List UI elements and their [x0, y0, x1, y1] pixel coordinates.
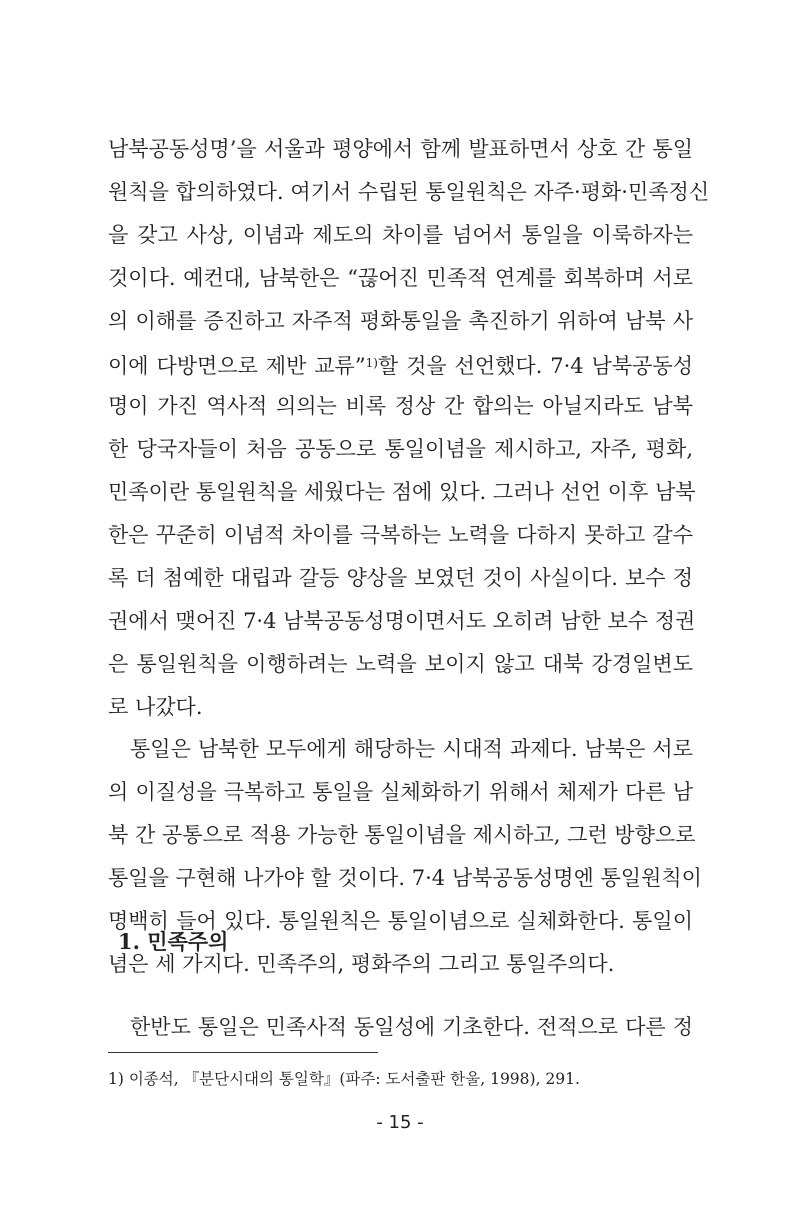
- text-line: 명백히 들어 있다. 통일원칙은 통일이념으로 실체화한다. 통일이: [108, 909, 693, 934]
- footnote-divider: [108, 1052, 378, 1053]
- text-line: 록 더 첨예한 대립과 갈등 양상을 보였던 것이 사실이다. 보수 정: [108, 565, 693, 590]
- text-line: 의 이해를 증진하고 자주적 평화통일을 촉진하기 위하여 남북 사: [108, 308, 693, 333]
- text-line: 념은 세 가지다. 민족주의, 평화주의 그리고 통일주의다.: [108, 951, 615, 976]
- text-line: 명이 가진 역사적 의의는 비록 정상 간 합의는 아닐지라도 남북: [108, 394, 693, 419]
- text-line: 민족이란 통일원칙을 세웠다는 점에 있다. 그러나 선언 이후 남북: [108, 480, 696, 505]
- text-line: 로 나갔다.: [108, 694, 203, 719]
- text-line: 은 통일원칙을 이행하려는 노력을 보이지 않고 대북 강경일변도: [108, 651, 693, 676]
- text-line: 북 간 공통으로 적용 가능한 통일이념을 제시하고, 그런 방향으로: [108, 823, 696, 848]
- text-segment: 할 것을 선언했다. 7·4 남북공동성: [377, 354, 693, 379]
- text-segment: 이에 다방면으로 제반 교류”: [108, 354, 366, 379]
- text-line: 통일을 구현해 나가야 할 것이다. 7·4 남북공동성명엔 통일원칙이: [108, 866, 702, 891]
- text-line: [108, 342, 693, 385]
- footnote-ref[interactable]: 1): [365, 356, 378, 371]
- text-line: 을 갖고 사상, 이념과 제도의 차이를 넘어서 통일을 이룩하자는: [108, 222, 693, 247]
- text-line: 한은 꾸준히 이념적 차이를 극복하는 노력을 다하지 못하고 갈수: [108, 523, 693, 548]
- text-line: 권에서 맺어진 7·4 남북공동성명이면서도 오히려 남한 보수 정권: [108, 608, 696, 633]
- text-line: 통일은 남북한 모두에게 해당하는 시대적 과제다. 남북은 서로: [130, 737, 693, 762]
- footnote: 1) 이종석, 『분단시대의 통일학』(파주: 도서출판 한울, 1998), 291.: [108, 1070, 580, 1088]
- text-line: 남북공동성명’을 서울과 평양에서 함께 발표하면서 상호 간 통일: [108, 137, 693, 161]
- section-heading: 1. 민족주의: [118, 929, 229, 954]
- text-line: 것이다. 예컨대, 남북한은 “끊어진 민족적 연계를 회복하며 서로: [108, 265, 693, 290]
- body-text: [108, 128, 710, 986]
- body-text: [108, 1006, 693, 1049]
- page-number: - 15 -: [376, 1112, 424, 1133]
- text-line: 원칙을 합의하였다. 여기서 수립된 통일원칙은 자주·평화·민족정신: [108, 179, 710, 204]
- text-line: 한반도 통일은 민족사적 동일성에 기초한다. 전적으로 다른 정: [130, 1015, 693, 1039]
- text-line: 의 이질성을 극복하고 통일을 실체화하기 위해서 체제가 다른 남: [108, 780, 693, 805]
- text-line: 한 당국자들이 처음 공동으로 통일이념을 제시하고, 자주, 평화,: [108, 437, 693, 462]
